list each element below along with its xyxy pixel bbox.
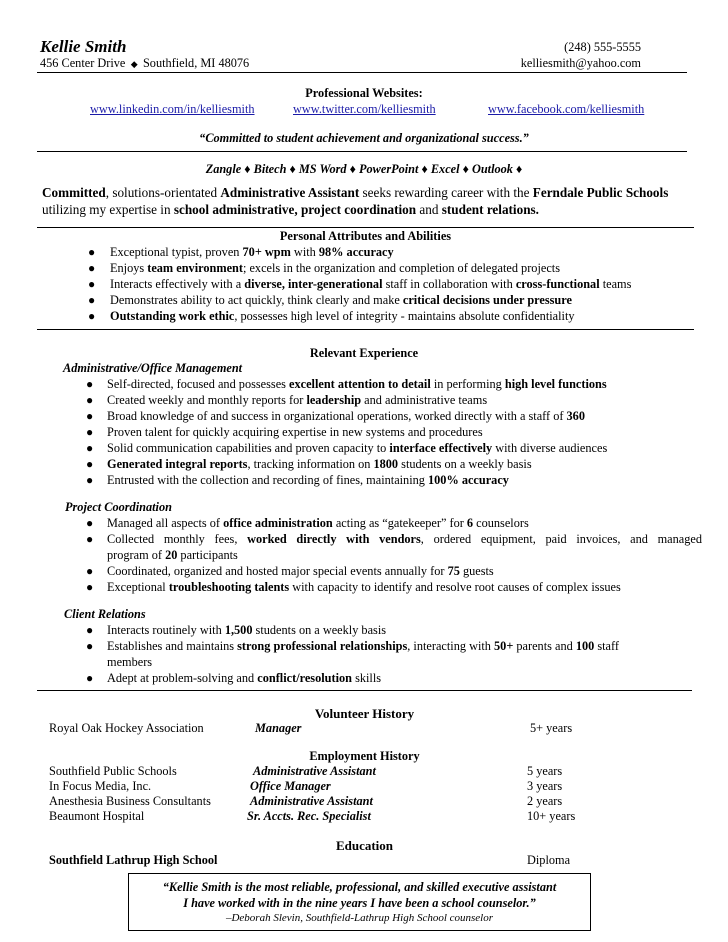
body-text: , tracking information on xyxy=(247,457,374,471)
body-text: staff xyxy=(594,639,619,653)
twitter-link[interactable]: www.twitter.com/kelliesmith xyxy=(293,102,436,116)
bullet-icon: ● xyxy=(86,580,94,594)
body-text: , possesses high level of integrity - maintains absolute confidentiality xyxy=(234,309,575,323)
body-text: Exceptional typist, proven xyxy=(110,245,243,259)
body-text: , solutions-orientated xyxy=(105,185,221,200)
body-text: , interacting with xyxy=(407,639,495,653)
body-text: counselors xyxy=(473,516,529,530)
bullet-item xyxy=(107,456,532,472)
diamond-separator-icon: ◆ xyxy=(128,59,140,69)
volunteer-role: Manager xyxy=(255,721,302,735)
body-text: Collected monthly fees, xyxy=(107,532,248,546)
emphasis-text: 1800 xyxy=(373,457,399,471)
emphasis-text: Generated integral reports xyxy=(107,457,248,471)
body-text: teams xyxy=(599,277,632,291)
bullet-icon: ● xyxy=(86,516,94,530)
emphasis-text: 360 xyxy=(566,409,585,423)
body-text: Interacts effectively with a xyxy=(110,277,245,291)
bullet-icon: ● xyxy=(86,532,94,546)
motto-divider xyxy=(37,151,687,152)
emphasis-text: 100% accuracy xyxy=(428,473,509,487)
employment-role: Administrative Assistant xyxy=(250,794,373,808)
body-text: Entrusted with the collection and recording of fines, maintaining xyxy=(107,473,428,487)
emphasis-text: Ferndale Public Schools xyxy=(532,185,669,200)
employment-org: In Focus Media, Inc. xyxy=(49,779,152,793)
city-address: Southfield, MI 48076 xyxy=(142,56,250,70)
body-text: parents and xyxy=(513,639,576,653)
employment-role: Sr. Accts. Rec. Specialist xyxy=(247,809,371,823)
body-text: Enjoys xyxy=(110,261,148,275)
bullet-item xyxy=(110,244,394,260)
websites-title: Professional Websites: xyxy=(305,86,423,100)
emphasis-text: Outstanding work ethic xyxy=(110,309,235,323)
employment-role: Office Manager xyxy=(250,779,331,793)
bullet-icon: ● xyxy=(88,309,96,323)
emphasis-text: 75 xyxy=(447,564,460,578)
bullet-item xyxy=(107,654,152,670)
emphasis-text: diverse, inter-generational xyxy=(244,277,383,291)
body-text: Broad knowledge of and success in organizational operations, worked directly with a staff of xyxy=(107,409,567,423)
employment-title: Employment History xyxy=(309,749,420,763)
intro-divider xyxy=(37,227,694,228)
bullet-item xyxy=(107,670,381,686)
bullet-item xyxy=(107,424,483,440)
body-text: Proven talent for quickly acquiring expertise in new systems and procedures xyxy=(107,425,483,439)
body-text: ; excels in the organization and completion of delegated projects xyxy=(242,261,560,275)
body-text: students on a weekly basis xyxy=(252,623,387,637)
bullet-icon: ● xyxy=(86,473,94,487)
emphasis-text: 6 xyxy=(466,516,474,530)
bullet-icon: ● xyxy=(86,564,94,578)
body-text: acting as “gatekeeper” for xyxy=(332,516,467,530)
body-text: Created weekly and monthly reports for xyxy=(107,393,307,407)
bullet-icon: ● xyxy=(86,639,94,653)
bullet-icon: ● xyxy=(86,409,94,423)
bullet-item xyxy=(107,563,494,579)
body-text: members xyxy=(107,655,153,669)
bullet-item xyxy=(107,472,509,488)
bullet-item xyxy=(107,408,585,424)
emphasis-text: student relations. xyxy=(441,202,539,217)
bullet-icon: ● xyxy=(88,245,96,259)
employment-role: Administrative Assistant xyxy=(253,764,376,778)
education-title: Education xyxy=(335,838,394,853)
bullet-icon: ● xyxy=(86,671,94,685)
emphasis-text: strong professional relationships xyxy=(237,639,408,653)
body-text: and administrative teams xyxy=(361,393,488,407)
bullet-item xyxy=(110,260,560,276)
body-text: utilizing my expertise in xyxy=(42,202,174,217)
testimonial-line2: I have worked with in the nine years I have been a school counselor.” xyxy=(183,896,536,910)
header-divider xyxy=(37,72,687,73)
project-subtitle: Project Coordination xyxy=(65,500,172,514)
body-text: skills xyxy=(352,671,382,685)
body-text: Adept at problem-solving and xyxy=(107,671,258,685)
body-text: , ordered equipment, paid invoices, and managed xyxy=(420,532,702,546)
emphasis-text: 20 xyxy=(165,548,178,562)
body-text: Interacts routinely with xyxy=(107,623,225,637)
bullet-item xyxy=(110,308,575,324)
employment-org: Anesthesia Business Consultants xyxy=(49,794,211,808)
body-text: guests xyxy=(459,564,494,578)
bullet-item xyxy=(107,440,607,456)
emphasis-text: Committed xyxy=(42,185,106,200)
emphasis-text: leadership xyxy=(306,393,362,407)
emphasis-text: 70+ wpm xyxy=(242,245,291,259)
emphasis-text: interface effectively xyxy=(389,441,493,455)
emphasis-text: critical decisions under pressure xyxy=(402,293,572,307)
body-text: Coordinated, organized and hosted major special events annually for xyxy=(107,564,448,578)
body-text: Self-directed, focused and possesses xyxy=(107,377,290,391)
emphasis-text: team environment xyxy=(147,261,243,275)
body-text: Demonstrates ability to act quickly, think clearly and make xyxy=(110,293,403,307)
body-text: participants xyxy=(177,548,238,562)
testimonial-box xyxy=(128,873,591,931)
employment-org: Southfield Public Schools xyxy=(49,764,177,778)
body-text: Exceptional xyxy=(107,580,169,594)
emphasis-text: conflict/resolution xyxy=(257,671,352,685)
body-text: Establishes and maintains xyxy=(107,639,238,653)
bullet-item xyxy=(110,292,572,308)
body-text: students on a weekly basis xyxy=(398,457,532,471)
attributes-title: Personal Attributes and Abilities xyxy=(279,229,452,243)
body-text: Solid communication capabilities and proven capacity to xyxy=(107,441,390,455)
body-text: seeks rewarding career with the xyxy=(359,185,533,200)
admin-subtitle: Administrative/Office Management xyxy=(63,361,243,375)
motto: “Committed to student achievement and organizational success.” xyxy=(199,131,529,145)
school-name: Southfield Lathrup High School xyxy=(49,853,218,867)
address xyxy=(40,56,249,71)
employment-org: Beaumont Hospital xyxy=(49,809,145,823)
emphasis-text: 50+ xyxy=(494,639,514,653)
email-address: kelliesmith@yahoo.com xyxy=(520,56,641,70)
emphasis-text: 1,500 xyxy=(224,623,253,637)
emphasis-text: 98% accuracy xyxy=(318,245,394,259)
experience-title: Relevant Experience xyxy=(309,346,419,360)
employment-years: 2 years xyxy=(527,794,563,808)
emphasis-text: high level functions xyxy=(504,377,607,391)
bullet-icon: ● xyxy=(86,377,94,391)
bullet-item xyxy=(107,392,487,408)
phone-number: (248) 555-5555 xyxy=(564,40,641,54)
bullet-icon: ● xyxy=(88,293,96,307)
attributes-divider xyxy=(37,329,694,330)
summary-paragraph xyxy=(42,184,692,218)
bullet-icon: ● xyxy=(88,277,96,291)
bullet-item xyxy=(107,579,621,595)
skills-list: Zangle ♦ Bitech ♦ MS Word ♦ PowerPoint ♦ Excel ♦ Outlook ♦ xyxy=(205,162,523,176)
volunteer-org: Royal Oak Hockey Association xyxy=(49,721,204,735)
street-address: 456 Center Drive xyxy=(40,56,126,70)
bullet-item xyxy=(107,531,702,547)
volunteer-title: Volunteer History xyxy=(314,706,415,721)
body-text: program of xyxy=(107,548,166,562)
emphasis-text: school administrative, project coordination xyxy=(173,202,417,217)
bullet-icon: ● xyxy=(86,393,94,407)
facebook-link[interactable]: www.facebook.com/kelliesmith xyxy=(488,102,645,116)
bullet-icon: ● xyxy=(86,623,94,637)
body-text: Managed all aspects of xyxy=(107,516,224,530)
bullet-item xyxy=(107,547,238,563)
bullet-icon: ● xyxy=(86,425,94,439)
bullet-item xyxy=(107,515,529,531)
emphasis-text: worked directly with vendors xyxy=(247,532,421,546)
bullet-icon: ● xyxy=(86,457,94,471)
body-text: and xyxy=(416,202,442,217)
experience-divider xyxy=(37,690,692,691)
candidate-name: Kellie Smith xyxy=(40,37,127,56)
bullet-item xyxy=(107,622,386,638)
linkedin-link[interactable]: www.linkedin.com/in/kelliesmith xyxy=(90,102,255,116)
body-text: with xyxy=(290,245,319,259)
body-text: in performing xyxy=(430,377,505,391)
bullet-icon: ● xyxy=(86,441,94,455)
body-text: with diverse audiences xyxy=(492,441,608,455)
body-text: staff in collaboration with xyxy=(382,277,516,291)
client-subtitle: Client Relations xyxy=(64,607,146,621)
body-text: with capacity to identify and resolve root causes of complex issues xyxy=(289,580,621,594)
emphasis-text: excellent attention to detail xyxy=(289,377,431,391)
employment-years: 10+ years xyxy=(527,809,576,823)
emphasis-text: office administration xyxy=(223,516,333,530)
bullet-item xyxy=(107,376,607,392)
emphasis-text: Administrative Assistant xyxy=(220,185,360,200)
bullet-item xyxy=(110,276,631,292)
employment-years: 3 years xyxy=(527,779,563,793)
emphasis-text: cross-functional xyxy=(515,277,600,291)
bullet-icon: ● xyxy=(88,261,96,275)
volunteer-years: 5+ years xyxy=(530,721,573,735)
employment-years: 5 years xyxy=(527,764,563,778)
testimonial-author: –Deborah Slevin, Southfield-Lathrup High School counselor xyxy=(225,912,494,924)
testimonial-line1: “Kellie Smith is the most reliable, professional, and skilled executive assistant xyxy=(162,880,557,894)
emphasis-text: troubleshooting talents xyxy=(168,580,290,594)
degree: Diploma xyxy=(527,853,571,867)
bullet-item xyxy=(107,638,619,654)
emphasis-text: 100 xyxy=(575,639,595,653)
